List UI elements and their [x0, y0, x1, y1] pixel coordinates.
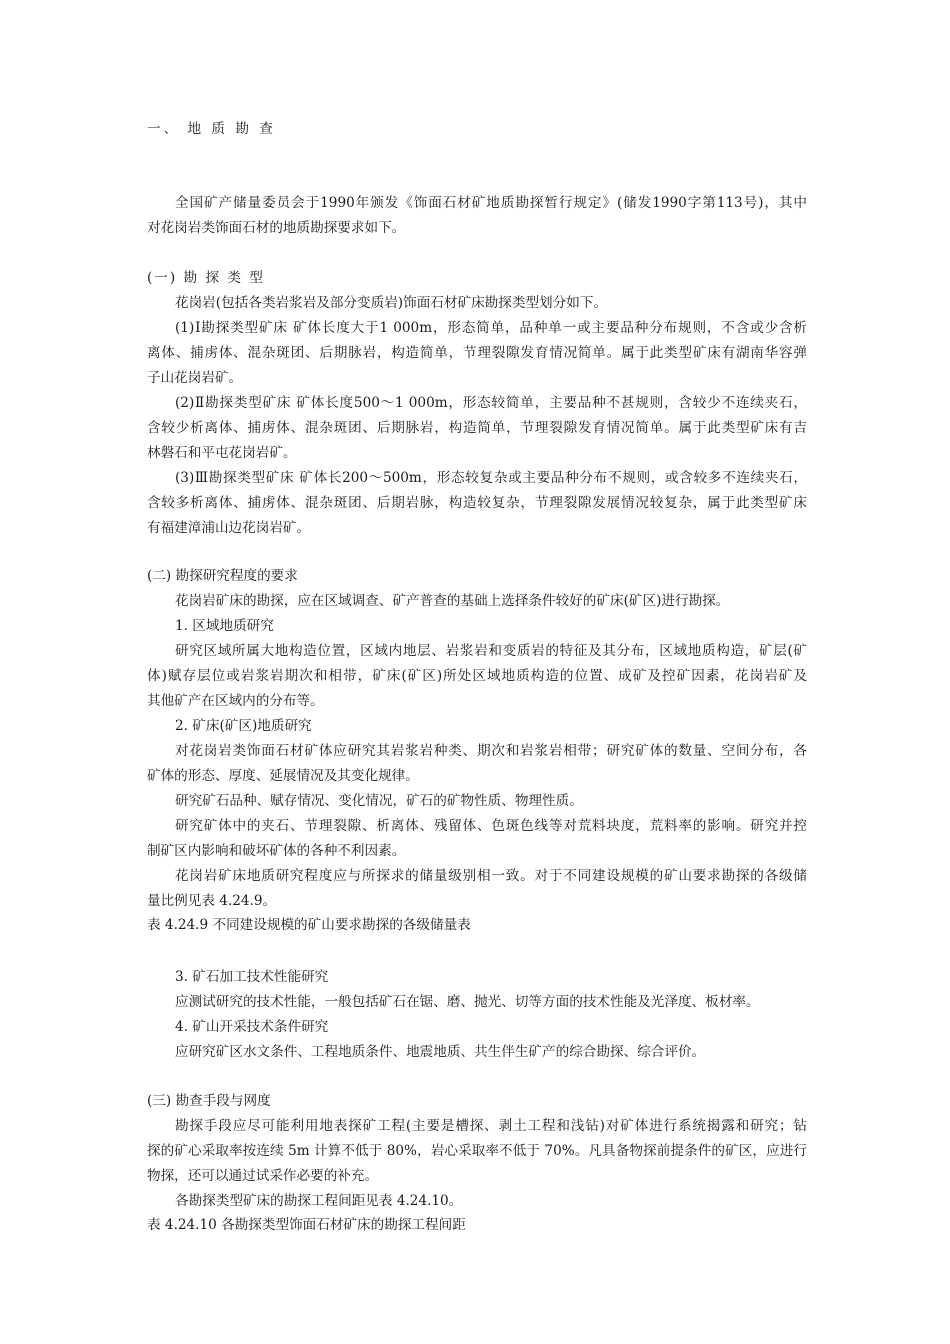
- type3-line-1: (3)Ⅲ勘探类型矿床 矿体长200～500m，形态较复杂或主要品种分布不规则，或含较多不连续夹石，: [175, 470, 807, 486]
- type1-line-2: 离体、捕虏体、混杂斑团、后期脉岩，构造简单，节理裂隙发育情况简单。属于此类型矿床有湖南华容弹: [147, 345, 807, 361]
- reserve-line-2: 量比例见表 4.24.9。: [147, 893, 277, 909]
- regional-line-2: 体)赋存层位或岩浆岩期次和相带，矿床(矿区)所处区域地质构造的位置、成矿及控矿因素，花岗岩矿及: [147, 668, 807, 684]
- numbered-heading-1: 1. 区域地质研究: [175, 618, 274, 634]
- intro-line-1: 全国矿产储量委员会于1990年颁发《饰面石材矿地质勘探暂行规定》(储发1990字第113号)，其中: [175, 195, 807, 211]
- interlayer-line-1: 研究矿体中的夹石、节理裂隙、析离体、残留体、色斑色线等对荒料块度，荒料率的影响。研究并控: [175, 818, 807, 834]
- interlayer-line-2: 制矿区内影响和破坏矿体的各种不利因素。: [147, 843, 406, 859]
- subsection-title-3: (三) 勘查手段与网度: [147, 1093, 271, 1109]
- regional-line-1: 研究区域所属大地构造位置，区域内地层、岩浆岩和变质岩的特征及其分布，区域地质构造，矿层(矿: [175, 643, 807, 659]
- regional-line-3: 其他矿产在区域内的分布等。: [147, 693, 324, 709]
- deposit-line-2: 矿体的形态、厚度、延展情况及其变化规律。: [147, 768, 419, 784]
- type2-line-1: (2)Ⅱ勘探类型矿床 矿体长度500～1 000m，形态较简单，主要品种不甚规则，含较少不连续夹石，: [175, 395, 807, 411]
- table-caption-1: 表 4.24.9 不同建设规模的矿山要求勘探的各级储量表: [147, 917, 471, 933]
- reserve-line-1: 花岗岩矿床地质研究程度应与所探求的储量级别相一致。对于不同建设规模的矿山要求勘探的各级储: [175, 868, 807, 884]
- spacing-reference-line: 各勘探类型矿床的勘探工程间距见表 4.24.10。: [175, 1193, 463, 1209]
- subsection-title-2: (二) 勘探研究程度的要求: [147, 568, 298, 584]
- paragraph-lead: 花岗岩(包括各类岩浆岩及部分变质岩)饰面石材矿床勘探类型划分如下。: [175, 295, 608, 311]
- method-line-3: 物探，还可以通过试采作必要的补充。: [147, 1168, 379, 1184]
- subsection-title-1: (一) 勘 探 类 型: [147, 270, 265, 286]
- mining-conditions-line: 应研究矿区水文条件、工程地质条件、地震地质、共生伴生矿产的综合勘探、综合评价。: [175, 1044, 706, 1060]
- section-heading: 一、 地 质 勘 查: [147, 121, 276, 137]
- type1-line-3: 子山花岗岩矿。: [147, 370, 243, 386]
- paragraph-lead: 花岗岩矿床的勘探，应在区域调查、矿产普查的基础上选择条件较好的矿床(矿区)进行勘探。: [175, 593, 730, 609]
- intro-line-2: 对花岗岩类饰面石材的地质勘探要求如下。: [147, 220, 406, 236]
- numbered-heading-3: 3. 矿石加工技术性能研究: [175, 969, 329, 985]
- method-line-2: 探的矿心采取率按连续 5m 计算不低于 80%，岩心采取率不低于 70%。凡具备物探前提条件的矿区，应进行: [147, 1143, 807, 1159]
- method-line-1: 勘探手段应尽可能利用地表探矿工程(主要是槽探、剥土工程和浅钻)对矿体进行系统揭露和研究；钻: [175, 1118, 807, 1134]
- type2-line-2: 含较少析离体、捕虏体、混杂斑团、后期脉岩，构造简单，节理裂隙发育情况简单。属于此类型矿床有吉: [147, 420, 807, 436]
- type3-line-2: 含较多析离体、捕虏体、混杂斑团、后期岩脉，构造较复杂，节理裂隙发展情况较复杂，属于此类型矿床: [147, 495, 807, 511]
- processing-line: 应测试研究的技术性能，一般包括矿石在锯、磨、抛光、切等方面的技术性能及光泽度、板材率。: [175, 994, 760, 1010]
- deposit-line-1: 对花岗岩类饰面石材矿体应研究其岩浆岩种类、期次和岩浆岩相带；研究矿体的数量、空间分布，各: [175, 743, 807, 759]
- ore-variety-line: 研究矿石品种、赋存情况、变化情况，矿石的矿物性质、物理性质。: [175, 793, 583, 809]
- numbered-heading-4: 4. 矿山开采技术条件研究: [175, 1019, 329, 1035]
- numbered-heading-2: 2. 矿床(矿区)地质研究: [175, 718, 312, 734]
- type3-line-3: 有福建漳浦山边花岗岩矿。: [147, 520, 311, 536]
- type1-line-1: (1)Ⅰ勘探类型矿床 矿体长度大于1 000m，形态简单，品种单一或主要品种分布规则，不含或少含析: [175, 320, 807, 336]
- table-caption-2: 表 4.24.10 各勘探类型饰面石材矿床的勘探工程间距: [147, 1217, 466, 1233]
- type2-line-3: 林磐石和平屯花岗岩矿。: [147, 445, 297, 461]
